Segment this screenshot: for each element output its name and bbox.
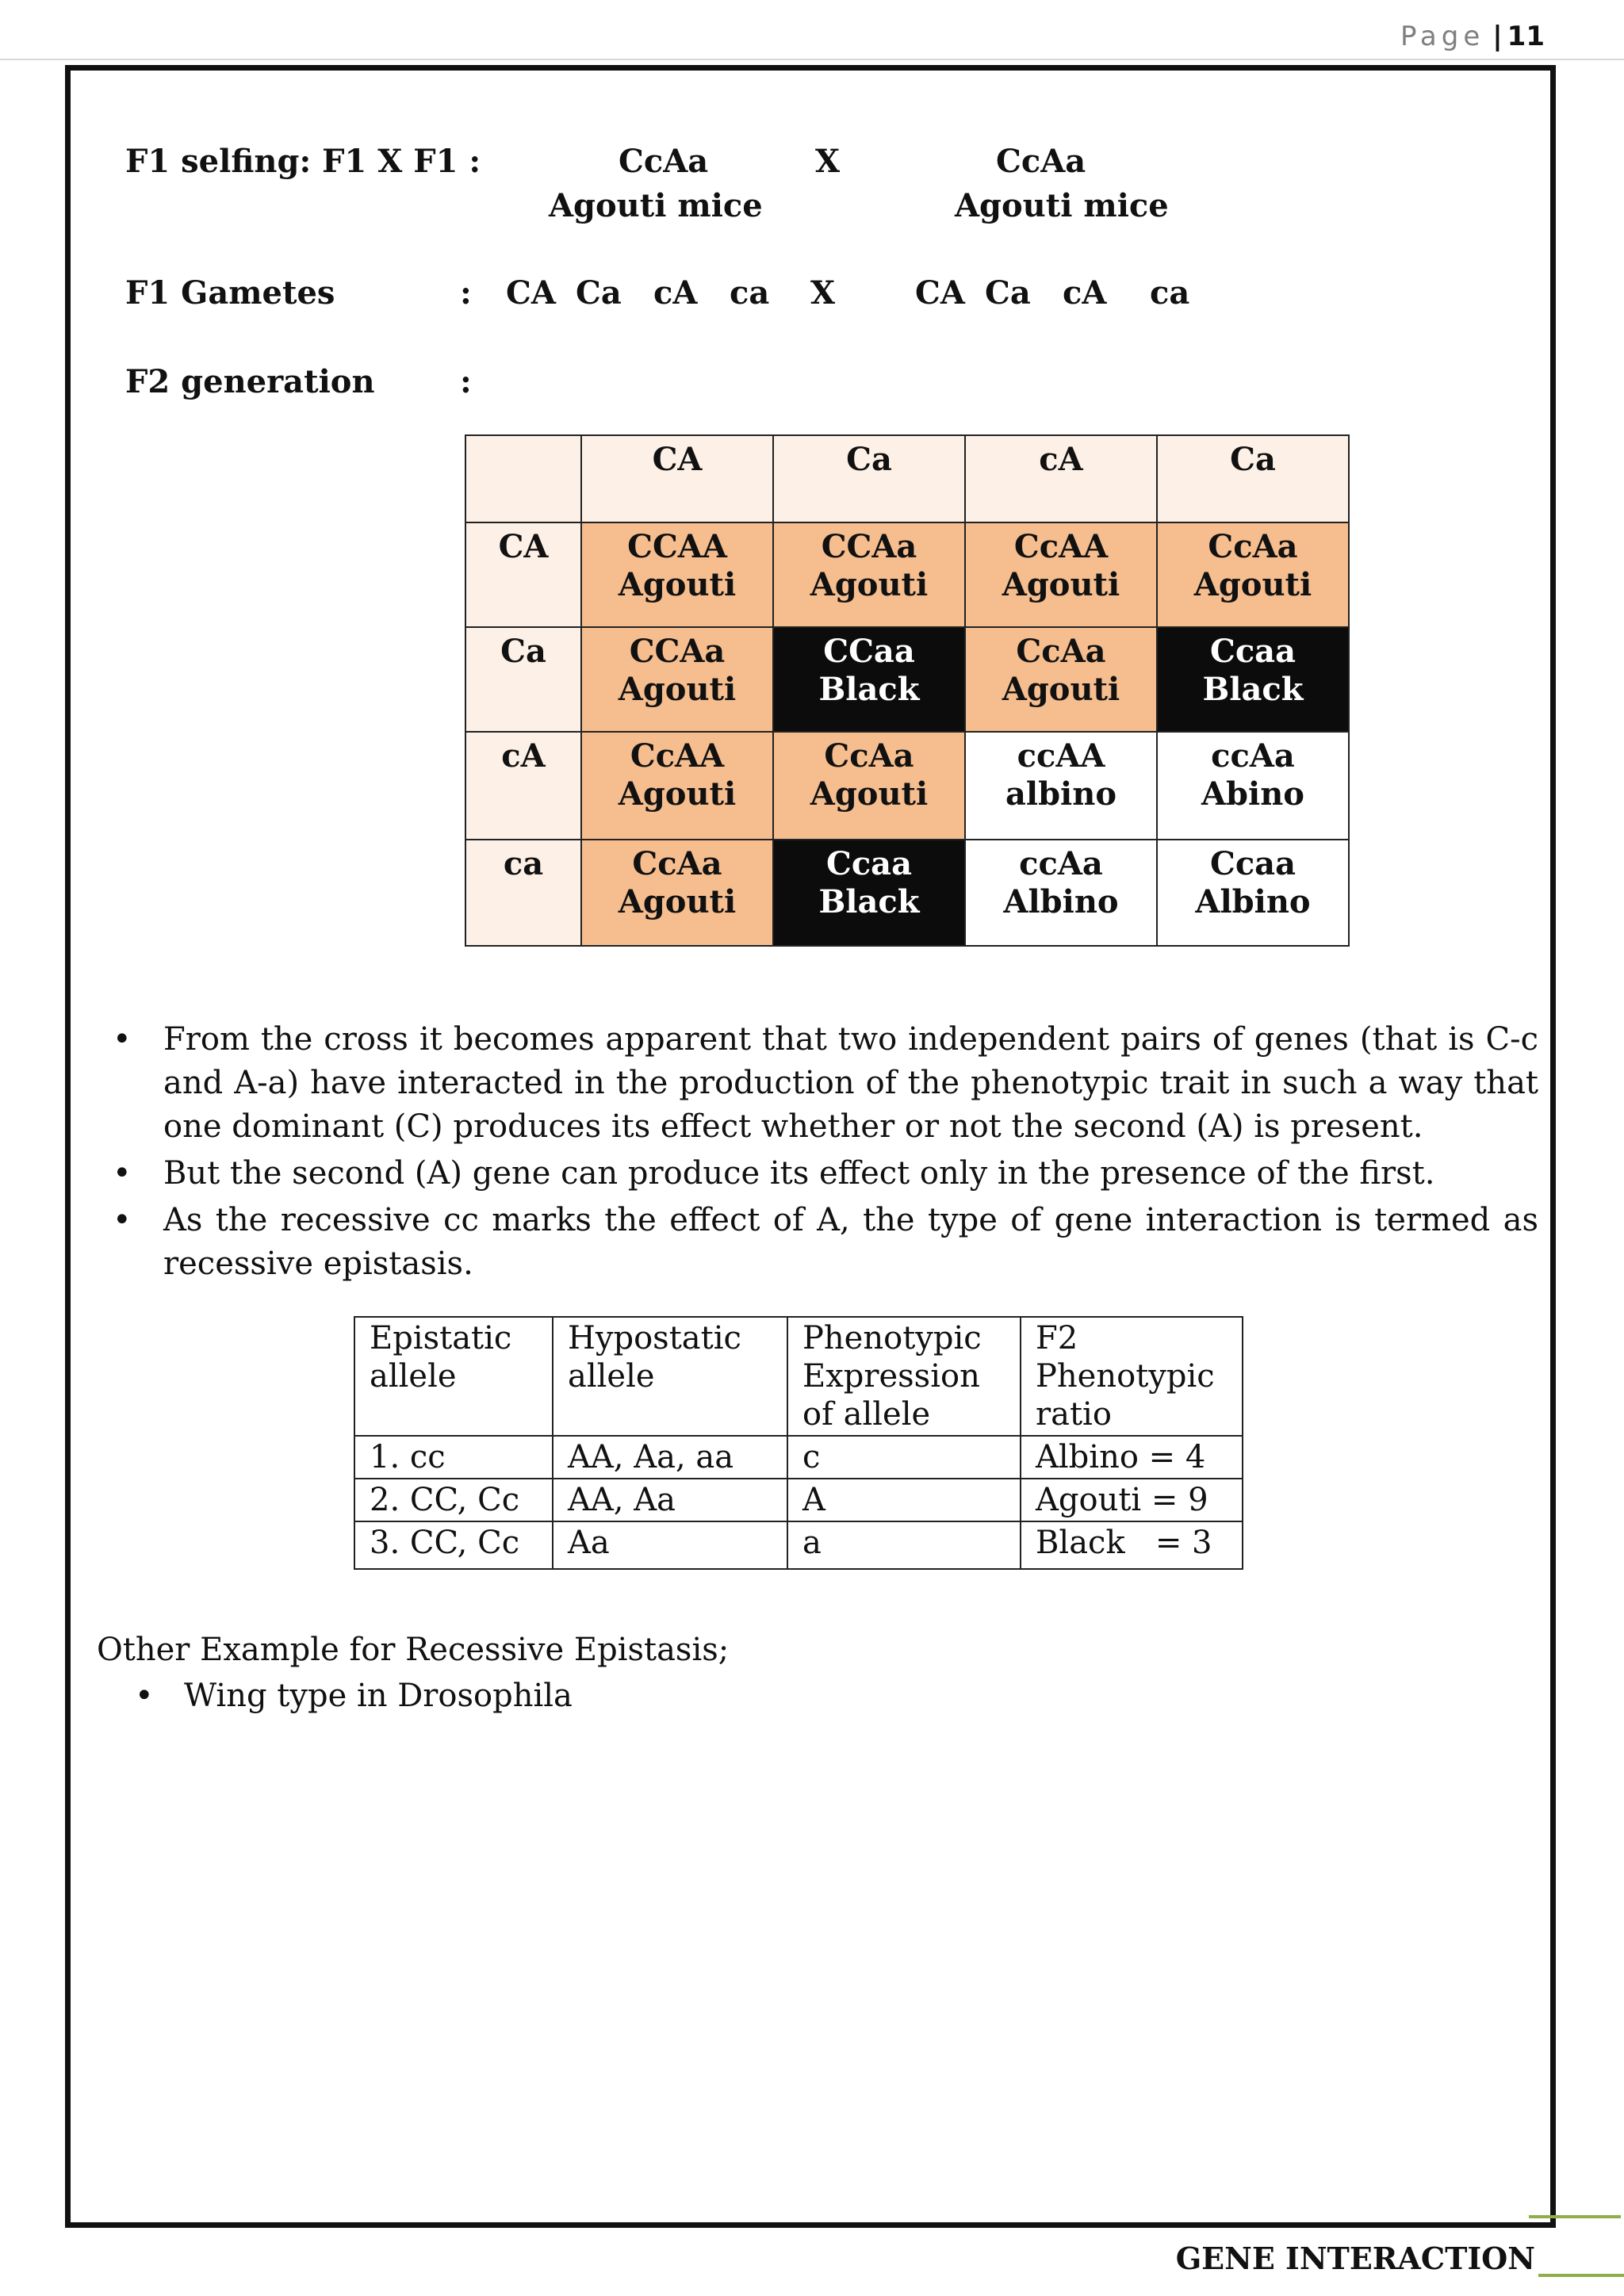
table-cell: AA, Aa, aa [553, 1436, 787, 1479]
table-cell: Black = 3 [1021, 1521, 1243, 1569]
cell-phenotype: Albino [1195, 883, 1311, 920]
punnett-cell [581, 840, 773, 946]
punnett-cell [581, 522, 773, 627]
punnett-cell [581, 732, 773, 840]
cell-genotype: ccAa [1019, 845, 1103, 882]
header-line: Phenotypic [1036, 1358, 1215, 1395]
cell-phenotype: Albino [1003, 883, 1119, 920]
page-header [1400, 21, 1545, 52]
punnett-square [465, 434, 1350, 947]
page-separator: | [1492, 21, 1503, 52]
parent1-genotype: CcAa [619, 143, 709, 180]
epistasis-table [354, 1316, 1243, 1570]
table-cell: Agouti = 9 [1021, 1479, 1243, 1521]
cell-genotype: CcAa [632, 845, 722, 882]
footer-accent-line [1538, 2274, 1624, 2277]
header-phenotypic-expression [787, 1317, 1021, 1436]
gamete-left-2: Ca [576, 274, 622, 312]
cell-phenotype: Black [818, 883, 920, 920]
header-line: Epistatic [370, 1320, 512, 1357]
punnett-cell [965, 522, 1157, 627]
punnett-cell [773, 840, 965, 946]
cell-phenotype: Agouti [618, 775, 737, 813]
table-cell: Aa [553, 1521, 787, 1569]
cell-genotype: CcAA [1013, 528, 1109, 565]
cell-phenotype: Agouti [1002, 566, 1120, 603]
punnett-col-header: CA [581, 435, 773, 522]
punnett-cell [1157, 627, 1349, 732]
punnett-col-header: Ca [1157, 435, 1349, 522]
table-row [354, 1521, 1243, 1569]
header-line: F2 [1036, 1320, 1078, 1357]
bullet-item: • But the second (A) gene can produce its effect only in the presence of the first. [119, 1152, 1538, 1196]
punnett-row-header: Ca [465, 627, 581, 732]
other-example-heading: Other Example for Recessive Epistasis; [97, 1632, 730, 1668]
table-cell: 3. CC, Cc [354, 1521, 553, 1569]
cell-genotype: CcAa [1016, 633, 1106, 670]
punnett-cell [965, 627, 1157, 732]
punnett-header-row [465, 435, 1349, 522]
punnett-cell [773, 627, 965, 732]
cell-phenotype: Agouti [618, 566, 737, 603]
header-line: Hypostatic [568, 1320, 741, 1357]
table-cell: A [787, 1479, 1021, 1521]
footer-title: GENE INTERACTION [1175, 2241, 1535, 2276]
punnett-cell [1157, 522, 1349, 627]
gamete-right-3: cA [1063, 274, 1107, 312]
cell-genotype: CCaa [823, 633, 915, 670]
bullet-icon: • [135, 1678, 154, 1714]
punnett-cell [965, 840, 1157, 946]
cell-genotype: CCAA [627, 528, 727, 565]
cell-genotype: Ccaa [825, 845, 913, 882]
punnett-col-header: Ca [773, 435, 965, 522]
bullet-item: • From the cross it becomes apparent that two independent pairs of genes (that is C-c and A-a) have interacted in the production of the phenotypic trait in such a way that one dominant (C) produces its effect whether or not the second (A) is present. [119, 1018, 1538, 1149]
cell-phenotype: albino [1005, 775, 1117, 813]
punnett-cell [773, 522, 965, 627]
cell-genotype: CcAa [1208, 528, 1298, 565]
punnett-row-header: cA [465, 732, 581, 840]
table-cell: c [787, 1436, 1021, 1479]
cell-phenotype: Agouti [1193, 566, 1312, 603]
epistasis-header-row [354, 1317, 1243, 1436]
punnett-cell [1157, 840, 1349, 946]
header-line: allele [370, 1358, 457, 1395]
table-row [354, 1436, 1243, 1479]
table-cell: 1. cc [354, 1436, 553, 1479]
gametes-label: F1 Gametes [125, 274, 335, 312]
table-cell: 2. CC, Cc [354, 1479, 553, 1521]
parent2-genotype: CcAa [996, 143, 1086, 180]
gamete-left-1: CA [506, 274, 556, 312]
cell-phenotype: Black [1202, 671, 1304, 708]
header-epistatic-allele [354, 1317, 553, 1436]
cell-phenotype: Agouti [618, 671, 737, 708]
header-line: Phenotypic [802, 1320, 982, 1357]
cell-genotype: CcAA [630, 737, 725, 775]
punnett-row-header: ca [465, 840, 581, 946]
header-line: ratio [1036, 1396, 1112, 1433]
bullet-item: • As the recessive cc marks the effect of A, the type of gene interaction is termed as recessive epistasis. [119, 1199, 1538, 1286]
header-rule [0, 59, 1624, 60]
cell-genotype: CCAa [821, 528, 917, 565]
punnett-cell [581, 627, 773, 732]
cell-genotype: ccAA [1017, 737, 1105, 775]
header-line: of allele [802, 1396, 931, 1433]
table-row [354, 1479, 1243, 1521]
gamete-right-2: Ca [985, 274, 1031, 312]
cell-genotype: Ccaa [1209, 633, 1297, 670]
table-cell: a [787, 1521, 1021, 1569]
punnett-row-header: CA [465, 522, 581, 627]
gamete-right-1: CA [915, 274, 965, 312]
punnett-cell [1157, 732, 1349, 840]
header-line: allele [568, 1358, 655, 1395]
punnett-corner-cell [465, 435, 581, 522]
table-cell: Albino = 4 [1021, 1436, 1243, 1479]
f2-label: F2 generation [125, 363, 375, 400]
header-hypostatic-allele [553, 1317, 787, 1436]
punnett-row [465, 522, 1349, 627]
cross-symbol: X [815, 143, 841, 180]
cell-genotype: CcAa [824, 737, 914, 775]
punnett-cell [773, 732, 965, 840]
page-number: 11 [1507, 21, 1545, 52]
cell-phenotype: Abino [1201, 775, 1304, 813]
gamete-right-4: ca [1150, 274, 1190, 312]
cell-genotype: ccAa [1211, 737, 1295, 775]
footer-accent-line [1529, 2215, 1621, 2218]
cell-phenotype: Agouti [810, 566, 929, 603]
gamete-left-4: ca [730, 274, 770, 312]
parent2-phenotype: Agouti mice [955, 187, 1169, 224]
cell-phenotype: Agouti [618, 883, 737, 920]
parent1-phenotype: Agouti mice [549, 187, 763, 224]
header-line: Expression [802, 1358, 980, 1395]
punnett-row [465, 627, 1349, 732]
punnett-row [465, 732, 1349, 840]
cell-phenotype: Agouti [1002, 671, 1120, 708]
page-word: Page [1400, 21, 1485, 52]
punnett-row [465, 840, 1349, 946]
cell-genotype: CCAa [629, 633, 726, 670]
f2-colon: : [460, 363, 472, 400]
explanation-bullets [119, 1018, 1538, 1289]
cell-genotype: Ccaa [1209, 845, 1297, 882]
other-example-text: Wing type in Drosophila [184, 1678, 573, 1714]
punnett-cell [965, 732, 1157, 840]
gametes-cross-symbol: X [810, 274, 836, 312]
header-f2-ratio [1021, 1317, 1243, 1436]
cell-phenotype: Black [818, 671, 920, 708]
gamete-left-3: cA [653, 274, 698, 312]
table-cell: AA, Aa [553, 1479, 787, 1521]
punnett-col-header: cA [965, 435, 1157, 522]
cell-phenotype: Agouti [810, 775, 929, 813]
selfing-label: F1 selfing: F1 X F1 : [125, 143, 481, 180]
gametes-colon: : [460, 274, 472, 312]
